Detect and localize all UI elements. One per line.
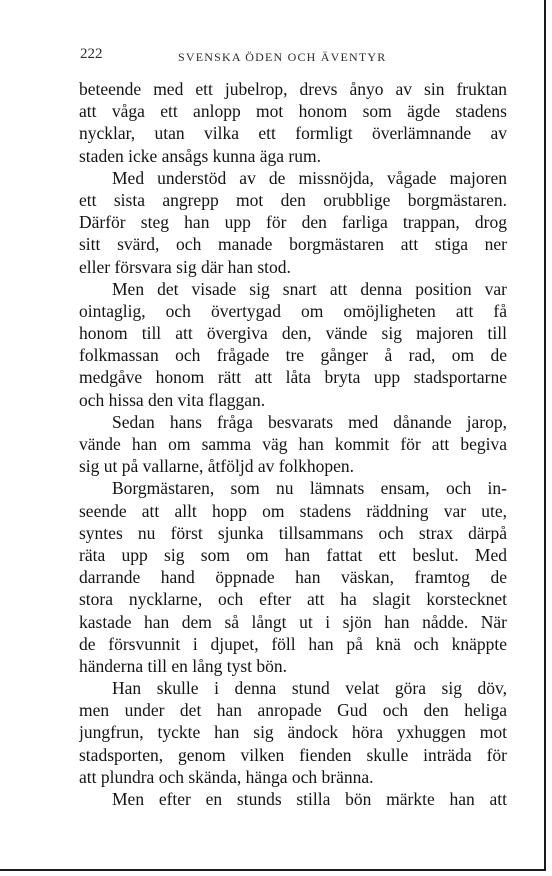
text-line: eller försvara sig där han stod. bbox=[79, 256, 291, 277]
text-line: Med understöd av de missnöjda, vågade majoren bbox=[112, 167, 507, 188]
text-line: stadsporten, genom vilken fienden skulle inträda för bbox=[79, 744, 507, 765]
text-line: att plundra och skända, hänga och bränna. bbox=[79, 766, 374, 787]
text-line: sitt svärd, och manade borgmästaren att stiga ner bbox=[79, 234, 507, 255]
page-number: 222 bbox=[80, 46, 103, 62]
text-line: seende att allt hopp om stadens räddning var ute, bbox=[79, 500, 507, 521]
text-line: honom till att övergiva den, vände sig majoren till bbox=[79, 323, 507, 344]
text-line: staden icke ansågs kunna äga rum. bbox=[79, 145, 322, 166]
text-line: sig ut på vallarne, åtföljd av folkhopen. bbox=[79, 456, 355, 477]
text-line: Borgmästaren, som nu lämnats ensam, och in- bbox=[112, 478, 507, 499]
body-text bbox=[79, 78, 507, 810]
text-line: medgåve honom rätt att låta bryta upp stadsportarne bbox=[79, 367, 507, 388]
text-line: och hissa den vita flaggan. bbox=[79, 389, 266, 410]
text-line: Men det visade sig snart att denna position var bbox=[112, 278, 507, 299]
text-line: jungfrun, tyckte han sig ändock höra yxhuggen mot bbox=[79, 722, 507, 743]
text-line: nycklar, utan vilka ett formligt överlämnande av bbox=[79, 123, 507, 144]
text-line: darrande hand öppnade han väskan, framtog de bbox=[79, 567, 507, 588]
text-line: folkmassan och frågade tre gånger å rad, om de bbox=[79, 345, 507, 366]
text-line: Därför steg han upp för den farliga trappan, drog bbox=[79, 212, 507, 233]
text-line: syntes nu först sjunka tillsammans och strax därpå bbox=[79, 522, 507, 543]
text-line: ett sista angrepp mot den orubblige borgmästaren. bbox=[79, 189, 507, 210]
text-line: vände han om samma väg han kommit för att begiva bbox=[79, 434, 507, 454]
text-line: kastade han dem så långt ut i sjön han nådde. När bbox=[79, 611, 507, 632]
text-line: stora nycklarne, och efter att ha slagit korstecknet bbox=[79, 589, 507, 610]
text-line: Men efter en stunds stilla bön märkte han att bbox=[112, 789, 507, 809]
text-line: Sedan hans fråga besvarats med dånande jarop, bbox=[112, 411, 507, 432]
text-line: Han skulle i denna stund velat göra sig döv, bbox=[112, 678, 507, 699]
text-line: de försvunnit i djupet, föll han på knä och knäppte bbox=[79, 633, 507, 654]
text-line: ointaglig, och övertygad om omöjligheten att få bbox=[79, 300, 507, 321]
text-line: men under det han anropade Gud och den heliga bbox=[79, 700, 507, 721]
text-line: händerna till en lång tyst bön. bbox=[79, 655, 288, 676]
running-head: SVENSKA ÖDEN OCH ÄVENTYR bbox=[178, 50, 387, 64]
text-line: beteende med ett jubelrop, drevs ånyo av sin fruktan bbox=[79, 79, 507, 99]
text-line: att våga ett anlopp mot honom som ägde stadens bbox=[79, 101, 507, 122]
text-line: räta upp sig som om han fattat ett beslut. Med bbox=[79, 544, 507, 565]
